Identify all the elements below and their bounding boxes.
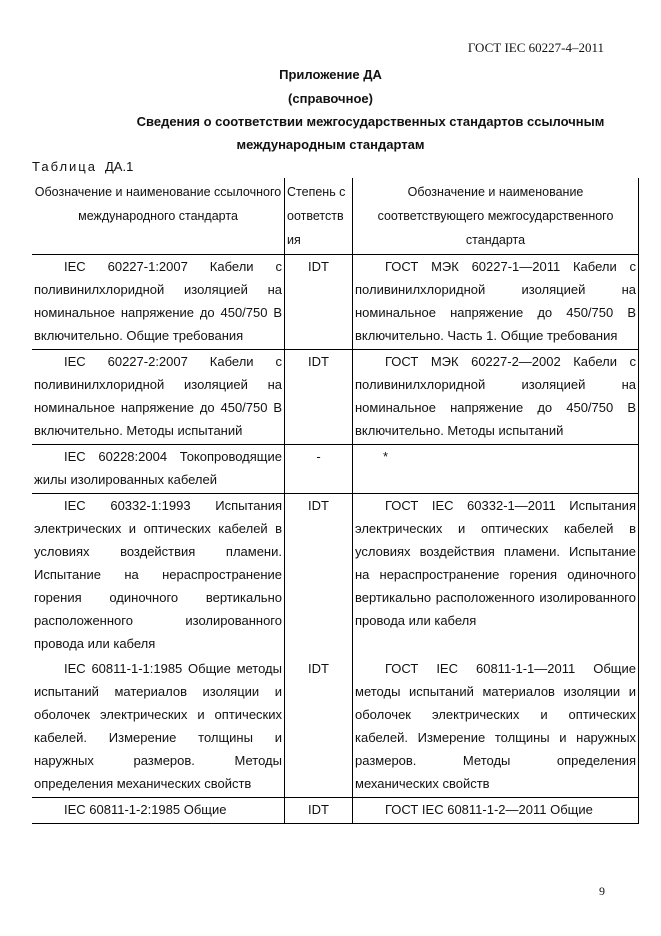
national-standard-cell: ГОСТ МЭК 60227-1—2011 Кабели с поливинилхлоридной изоляцией на номинальное напряжение до 450/750 В включительно. Часть 1. Общие требования xyxy=(353,255,639,350)
national-standard-cell: * xyxy=(353,445,639,494)
table-header-row xyxy=(32,178,639,255)
section-title-line2: международным стандартам xyxy=(236,137,425,152)
degree-cell: - xyxy=(285,445,353,494)
intl-standard-cell: IEC 60228:2004 Токопроводящие жилы изолированных кабелей xyxy=(32,445,285,494)
page-number: 9 xyxy=(599,884,605,898)
degree-cell: IDT xyxy=(285,255,353,350)
intl-standard-cell: IEC 60227-2:2007 Кабели с поливинилхлоридной изоляцией на номинальное напряжение до 450/750 В включительно. Методы испытаний xyxy=(32,350,285,445)
national-standard-cell: ГОСТ МЭК 60227-2—2002 Кабели с поливинилхлоридной изоляцией на номинальное напряжение до 450/750 В включительно. Методы испытаний xyxy=(353,350,639,445)
table-row xyxy=(32,445,639,494)
table-row xyxy=(32,657,639,798)
document-code: ГОСТ IEC 60227-4–2011 xyxy=(467,40,604,55)
appendix-note: (справочное) xyxy=(288,91,373,106)
table-row xyxy=(32,350,639,445)
degree-cell: IDT xyxy=(285,657,353,798)
table-row xyxy=(32,255,639,350)
table-row xyxy=(32,798,639,824)
intl-standard-cell: IEC 60332-1:1993 Испытания электрических и оптических кабелей в условиях воздействия пламени. Испытание на нераспространение горения одиночного вертикально расположенного изолированного провода или кабеля xyxy=(32,494,285,658)
national-standard-cell: ГОСТ IEC 60811-1-2—2011 Общие xyxy=(353,798,639,824)
table-caption xyxy=(32,159,133,174)
national-standard-cell: ГОСТ IEC 60811-1-1—2011 Общие методы испытаний материалов изоляции и оболочек электрических и оптических кабелей. Измерение толщины и наружных размеров. Методы определения механических свойств xyxy=(353,657,639,798)
intl-standard-cell: IEC 60811-1-2:1985 Общие xyxy=(32,798,285,824)
column-header-intl: Обозначение и наименование ссылочного международного стандарта xyxy=(32,178,285,255)
table-row xyxy=(32,494,639,658)
intl-standard-cell: IEC 60227-1:2007 Кабели с поливинилхлоридной изоляцией на номинальное напряжение до 450/750 В включительно. Общие требования xyxy=(32,255,285,350)
column-header-degree: Степень соответствия xyxy=(285,178,353,255)
standards-table xyxy=(32,178,639,824)
degree-cell: IDT xyxy=(285,350,353,445)
appendix-title: Приложение ДА xyxy=(279,67,382,82)
intl-standard-cell: IEC 60811-1-1:1985 Общие методы испытаний материалов изоляции и оболочек электрических и оптических кабелей. Измерение толщины и наружных размеров. Методы определения механических свойств xyxy=(32,657,285,798)
table-number: ДА.1 xyxy=(104,159,134,174)
national-standard-cell: ГОСТ IEC 60332-1—2011 Испытания электрических и оптических кабелей в условиях воздействия пламени. Испытание на нераспространение горения одиночного вертикально расположенного изолированного провода или кабеля xyxy=(353,494,639,658)
degree-cell: IDT xyxy=(285,798,353,824)
column-header-national: Обозначение и наименование соответствующего межгосударственного стандарта xyxy=(353,178,639,255)
degree-cell: IDT xyxy=(285,494,353,658)
section-title-line1: Сведения о соответствии межгосударственных стандартов ссылочным xyxy=(136,114,605,129)
table-label: Таблица xyxy=(32,159,97,174)
